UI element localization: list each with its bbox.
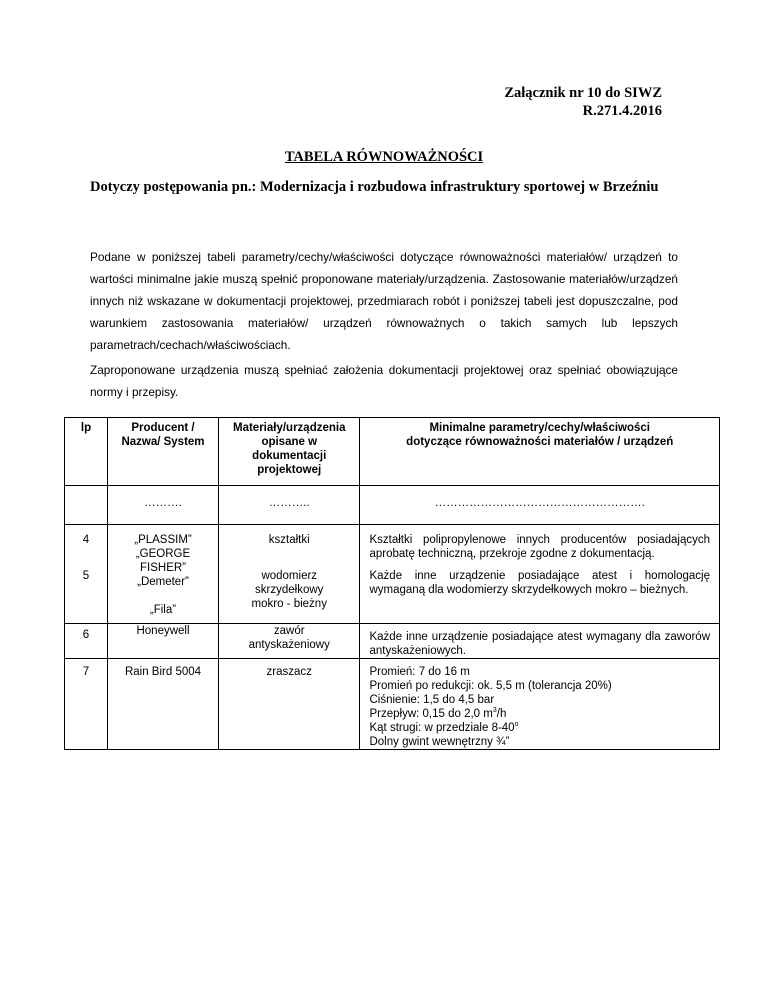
intro-paragraph-1: Podane w poniższej tabeli parametry/cechy/właściwości dotyczące równoważności materiałów/ urządzeń to wartości minimalne jakie muszą spełnić proponowane materiały/urządzenia. Zastosowanie materiałów/urządzeń innych niż wskazane w dokumentacji projektowej, przedmiarach robót i poniższej tabeli jest dopuszczalne, pod warunkiem zastosowania materiałów/ urządzeń równoważnych o takich samych lub lepszych parametrach/cechach/właściwościach. <box>90 250 678 352</box>
attachment-number: Załącznik nr 10 do SIWZ <box>504 85 662 101</box>
table-row <box>65 486 720 525</box>
cell-materials: zraszacz <box>219 659 360 750</box>
reference-number: R.271.4.2016 <box>582 103 662 119</box>
cell-parameters: Każde inne urządzenie posiadające atest wymagany dla zaworów antyskażeniowych. <box>360 624 720 659</box>
dots-parameters: ………………………………………………. <box>360 486 720 525</box>
dots-producer: ………. <box>108 486 219 525</box>
table-row <box>65 659 720 750</box>
table-header-row <box>65 418 720 486</box>
header-parameters: Minimalne parametry/cechy/właściwości dotyczące równoważności materiałów / urządzeń <box>360 418 720 486</box>
dots-lp <box>65 486 108 525</box>
cell-materials: zawór antyskażeniowy <box>219 624 360 659</box>
header-lp: lp <box>65 418 108 486</box>
cell-lp: 7 <box>65 659 108 750</box>
cell-parameters: Kształtki polipropylenowe innych producentów posiadających aprobatę techniczną, przekroje zgodne z dokumentacją. Każde inne urządzenie posiadające atest i homologację wymaganą dla wodomierzy skrzydełkowych mokro – bieżnych. <box>360 525 720 624</box>
cell-lp: 6 <box>65 624 108 659</box>
dots-materials: ……….. <box>219 486 360 525</box>
cell-producer: „PLASSIM” „GEORGE FISHER” „Demeter” „Fila” <box>108 525 219 624</box>
procurement-subject: Dotyczy postępowania pn.: Modernizacja i rozbudowa infrastruktury sportowej w Brzeźniu <box>90 179 659 195</box>
document-title: TABELA RÓWNOWAŻNOŚCI <box>284 149 484 165</box>
cell-producer: Honeywell <box>108 624 219 659</box>
equivalence-table <box>64 417 720 750</box>
intro-text <box>90 246 678 403</box>
cell-parameters: Promień: 7 do 16 m Promień po redukcji: ok. 5,5 m (tolerancja 20%) Ciśnienie: 1,5 do 4,5 bar Przepływ: 0,15 do 2,0 $m^3/h$ Kąt strugi: w przedziale 8-40$^o$ Dolny gwint wewnętrzny ¾” <box>360 659 720 750</box>
attachment-header <box>504 84 662 120</box>
table-row <box>65 624 720 659</box>
header-producer: Producent / Nazwa/ System <box>108 418 219 486</box>
header-materials: Materiały/urządzenia opisane w dokumentacji projektowej <box>219 418 360 486</box>
intro-paragraph-2: Zaproponowane urządzenia muszą spełniać założenia dokumentacji projektowej oraz spełniać obowiązujące normy i przepisy. <box>90 363 678 399</box>
table-row <box>65 525 720 624</box>
cell-materials: kształtki wodomierz skrzydełkowy mokro - bieżny <box>219 525 360 624</box>
cell-lp: 4 5 <box>65 525 108 624</box>
cell-producer: Rain Bird 5004 <box>108 659 219 750</box>
